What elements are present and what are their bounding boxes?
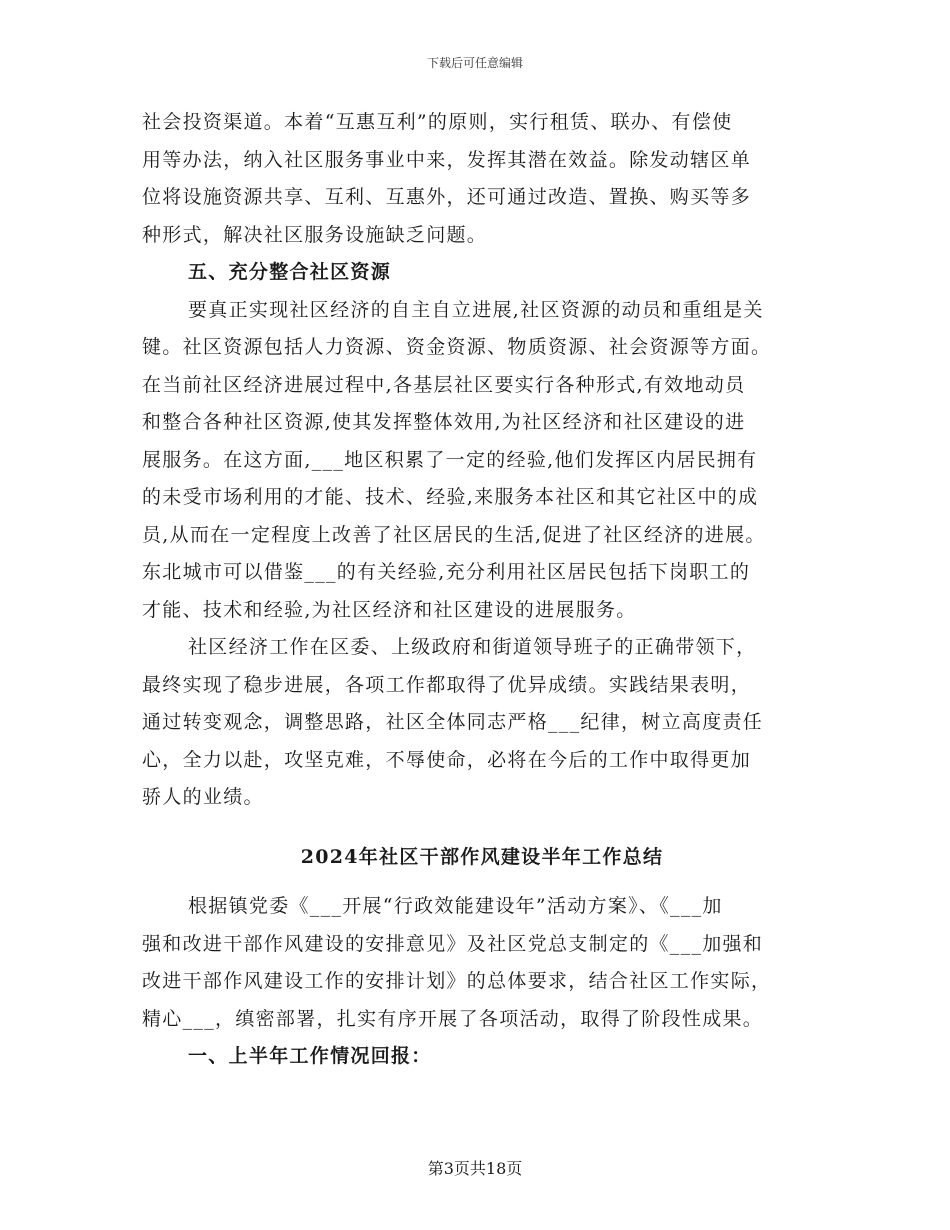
section-continuation bbox=[142, 104, 822, 254]
text-line: 和整合各种社区资源,使其发挥整体效用,为社区经济和社区建设的进 bbox=[142, 411, 746, 433]
text-line: 用等办法，纳入社区服务事业中来，发挥其潜在效益。除发动辖区单 bbox=[142, 148, 752, 171]
text-line: 东北城市可以借鉴___的有关经验,充分利用社区居民包括下岗职工的 bbox=[142, 561, 751, 583]
text-line: 员,从而在一定程度上改善了社区居民的生活,促进了社区经济的进展。 bbox=[142, 523, 766, 546]
paragraph-intro bbox=[142, 888, 822, 1038]
text-line: 才能、技术和经验,为社区经济和社区建设的进展服务。 bbox=[142, 598, 637, 621]
text-line: 展服务。在这方面,___地区积累了一定的经验,他们发挥区内居民拥有 bbox=[142, 448, 758, 471]
text-line: 心，全力以赴，攻坚克难，不辱使命，必将在今后的工作中取得更加 bbox=[142, 748, 752, 771]
section-heading: 五、充分整合社区资源 bbox=[188, 261, 392, 283]
text-line: 社区经济工作在区委、上级政府和街道领导班子的正确带领下， bbox=[188, 636, 757, 658]
paragraph-conclusion bbox=[142, 629, 822, 817]
text-line: 键。社区资源包括人力资源、资金资源、物质资源、社会资源等方面。 bbox=[142, 336, 772, 358]
document-body bbox=[142, 104, 822, 1076]
text-line: 改进干部作风建设工作的安排计划》的总体要求，结合社区工作实际， bbox=[142, 970, 772, 992]
text-line: 社会投资渠道。本着“互惠互利”的原则，实行租赁、联办、有偿使 bbox=[142, 111, 733, 133]
text-line: 在当前社区经济进展过程中,各基层社区要实行各种形式,有效地动员 bbox=[142, 373, 746, 396]
text-line: 精心___，缜密部署，扎实有序开展了各项活动，取得了阶段性成果。 bbox=[142, 1007, 764, 1030]
text-line: 通过转变观念，调整思路，社区全体同志严格___纪律，树立高度责任 bbox=[142, 711, 764, 733]
text-line: 位将设施资源共享、互利、互惠外，还可通过改造、置换、购买等多 bbox=[142, 186, 752, 208]
section-heading: 一、上半年工作情况回报： bbox=[188, 1045, 432, 1067]
text-line: 要真正实现社区经济的自主自立进展,社区资源的动员和重组是关 bbox=[188, 298, 764, 321]
text-line: 种形式，解决社区服务设施缺乏问题。 bbox=[142, 223, 488, 246]
page-number: 第3页共18页 bbox=[427, 1159, 523, 1178]
text-line: 强和改进干部作风建设的安排意见》及社区党总支制定的《___加强和 bbox=[142, 932, 764, 955]
text-line: 最终实现了稳步进展，各项工作都取得了优异成绩。实践结果表明， bbox=[142, 673, 752, 696]
text-line: 根据镇党委《___开展“行政效能建设年”活动方案》、《___加 bbox=[188, 895, 723, 917]
paragraph-resources bbox=[142, 292, 822, 630]
document-title: 2024年社区干部作风建设半年工作总结 bbox=[300, 845, 664, 868]
text-line: 的未受市场利用的才能、技术、经验,来服务本社区和其它社区中的成 bbox=[142, 486, 759, 508]
text-line: 骄人的业绩。 bbox=[142, 786, 264, 808]
header-note: 下载后可任意编辑 bbox=[426, 56, 523, 70]
